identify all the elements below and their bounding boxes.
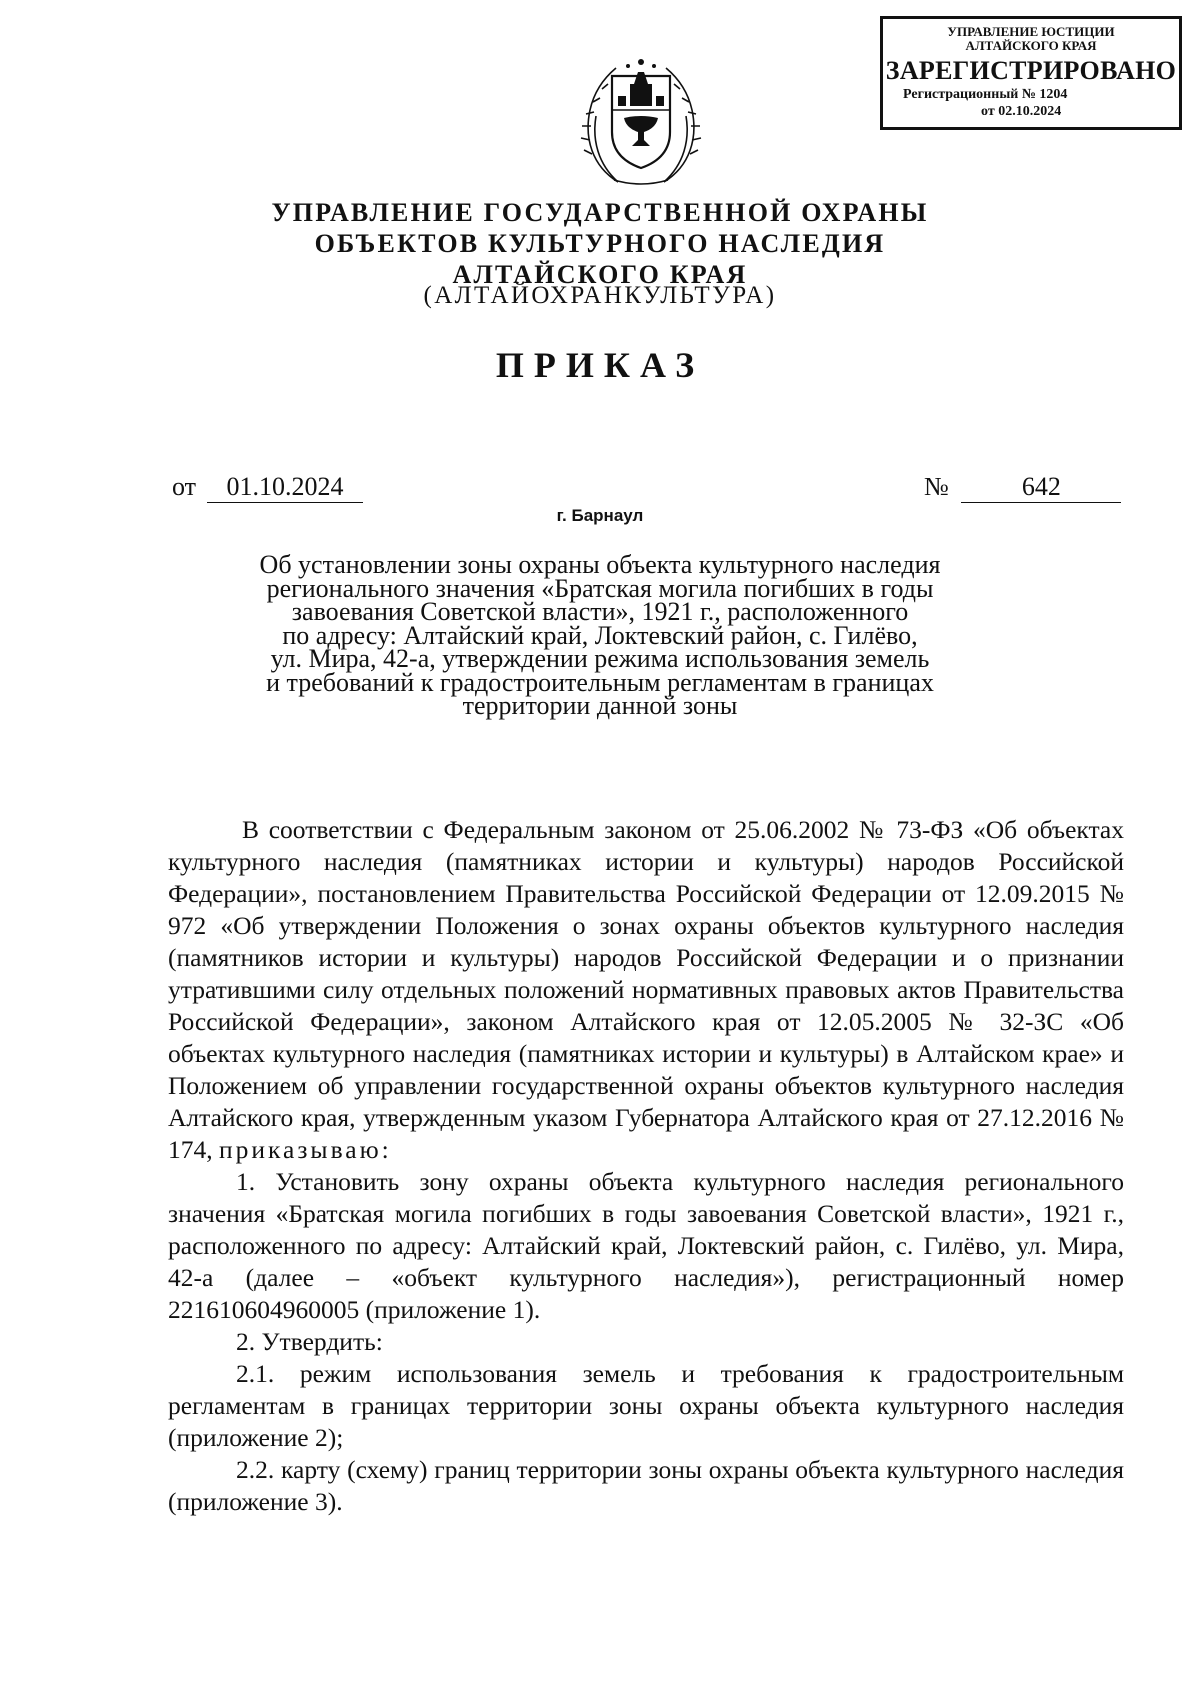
document-date xyxy=(172,472,363,503)
title-line: по адресу: Алтайский край, Локтевский район, с. Гилёво, xyxy=(282,620,918,650)
item-2-1: 2.1. режим использования земель и требования к градостроительным регламентам в границах территории зоны охраны объекта культурного наследия (приложение 2); xyxy=(168,1359,1124,1452)
document-type: ПРИКАЗ xyxy=(495,345,705,385)
city: г. Барнаул xyxy=(556,506,644,525)
stamp-reg-date: от 02.10.2024 xyxy=(981,104,1062,119)
organization-abbreviation: (АЛТАЙОХРАНКУЛЬТУРА) xyxy=(423,282,777,309)
number-value: 642 xyxy=(961,472,1121,503)
preamble-paragraph xyxy=(168,814,1124,1166)
stamp-reg-number: Регистрационный № 1204 xyxy=(903,87,1068,102)
stamp-authority-line1: УПРАВЛЕНИЕ ЮСТИЦИИ xyxy=(947,24,1115,39)
title-line: завоевания Советской власти», 1921 г., расположенного xyxy=(291,597,909,626)
number-label: № xyxy=(924,472,949,501)
stamp-authority xyxy=(883,25,1179,53)
title-line: территории данной зоны xyxy=(462,691,738,720)
document-body xyxy=(168,814,1124,1518)
organization-name xyxy=(0,197,1200,290)
date-label: от xyxy=(172,472,197,501)
document-number xyxy=(924,472,1121,503)
item-2: 2. Утвердить: xyxy=(236,1327,383,1356)
preamble-colon: : xyxy=(381,1135,389,1164)
preamble-text: В соответствии с Федеральным законом от 25.06.2002 № 73-ФЗ «Об объектах культурного наследия (памятниках истории и культуры) народов Российской Федерации», постановлением Правительства Российской Федерации от 12.09.2015 № 972 «Об утверждении Положения о зонах охраны объектов культурного наследия (памятников истории и культуры) народов Российской Федерации и о признании утратившими силу отдельных положений нормативных правовых актов Правительства Российской Федерации», законом Алтайского края от 12.05.2005 № 32-ЗС «Об объектах культурного наследия (памятниках истории и культуры) в Алтайском крае» и Положением об управлении государственной охраны объектов культурного наследия Алтайского края, утвержденным указом Губернатора Алтайского края от 27.12.2016 № 174, xyxy=(168,815,1124,1164)
item-1: 1. Установить зону охраны объекта культурного наследия регионального значения «Братская могила погибших в годы завоевания Советской власти», 1921 г., расположенного по адресу: Алтайский край, Локтевский район, с. Гилёво, ул. Мира, 42-а (далее – «объект культурного наследия»), регистрационный номер 221610604960005 (приложение 1). xyxy=(168,1167,1124,1324)
title-line: Об установлении зоны охраны объекта культурного наследия xyxy=(259,550,941,579)
title-line: и требований к градостроительным регламентам в границах xyxy=(266,667,934,697)
order-verb: приказываю xyxy=(219,1135,382,1164)
title-line: ул. Мира, 42-а, утверждении режима использования земель xyxy=(270,644,930,673)
registration-stamp xyxy=(880,16,1182,130)
document-title xyxy=(200,550,1000,720)
title-line: регионального значения «Братская могила погибших в годы xyxy=(266,573,934,603)
organization-name-line1: УПРАВЛЕНИЕ ГОСУДАРСТВЕННОЙ ОХРАНЫ xyxy=(271,198,929,227)
stamp-authority-line2: АЛТАЙСКОГО КРАЯ xyxy=(965,38,1097,53)
coat-of-arms-icon xyxy=(578,54,704,188)
item-2-2: 2.2. карту (схему) границ территории зоны охраны объекта культурного наследия (приложение 3). xyxy=(168,1455,1124,1516)
stamp-status: ЗАРЕГИСТРИРОВАНО xyxy=(885,56,1177,85)
organization-name-line2: ОБЪЕКТОВ КУЛЬТУРНОГО НАСЛЕДИЯ xyxy=(314,229,886,258)
organization-name-line3: АЛТАЙСКОГО КРАЯ xyxy=(452,260,748,289)
date-value: 01.10.2024 xyxy=(207,472,363,503)
